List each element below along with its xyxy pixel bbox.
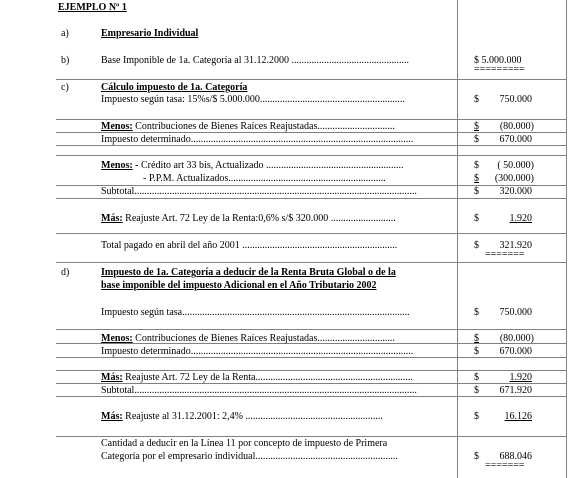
row-divider: [56, 370, 567, 371]
row-divider: [56, 329, 567, 330]
row-amount: $ 670.000: [474, 346, 532, 357]
double-underline: =========: [474, 64, 525, 75]
row-amount: $ (80.000): [474, 121, 534, 132]
section-letter-d: d): [61, 267, 70, 278]
row-label: Total pagado en abril del año 2001 ..............................................................: [101, 240, 398, 251]
row-divider: [56, 436, 567, 437]
row-label: Impuesto según tasa...........................................................................................: [101, 307, 410, 318]
row-divider: [56, 198, 567, 199]
row-label: Más: Reajuste Art. 72 Ley de la Renta:0,6% s/$ 320.000 ..........................: [101, 213, 396, 224]
row-amount: $ 320.000: [474, 186, 532, 197]
row-amount: $ (300.000): [474, 173, 534, 184]
document-title: EJEMPLO Nº 1: [58, 2, 127, 13]
row-divider: [56, 119, 567, 120]
row-divider: [56, 262, 567, 263]
row-label: - P.P.M. Actualizados...............................................................: [143, 173, 386, 184]
row-label: Subtotal.................................................................................................................: [101, 385, 417, 396]
row-label: Menos: Contribuciones de Bienes Raíces Reajustadas...............................: [101, 121, 395, 132]
section-letter-c: c): [61, 82, 69, 93]
row-label: Menos: Contribuciones de Bienes Raíces Reajustadas...............................: [101, 333, 395, 344]
section-d-heading-line2: base imponible del impuesto Adicional en el Año Tributario 2002: [101, 280, 377, 291]
row-label: Impuesto según tasa: 15%s/$ 5.000.000..........................................................: [101, 94, 405, 105]
right-border: [566, 0, 567, 478]
section-d-heading-line1: Impuesto de 1a. Categoría a deducir de la Renta Bruta Global o de la: [101, 267, 396, 278]
row-label: Menos: - Crédito art 33 bis, Actualizado .......................................................: [101, 160, 404, 171]
row-amount: $ 750.000: [474, 94, 532, 105]
row-amount: $ (80.000): [474, 333, 534, 344]
section-letter-b: b): [61, 55, 70, 66]
row-divider: [56, 79, 567, 80]
row-amount: $ ( 50.000): [474, 160, 534, 171]
row-label: Impuesto determinado.........................................................................................: [101, 134, 414, 145]
row-amount: $ 16.126: [474, 411, 532, 422]
base-imponible-amount: $ 5.000.000: [474, 55, 522, 66]
row-amount: $ 1.920: [474, 372, 532, 383]
row-amount: $ 688.046: [474, 451, 532, 462]
double-underline: =======: [485, 460, 525, 471]
row-divider: [56, 155, 567, 156]
section-c-heading: Cálculo impuesto de 1a. Categoría: [101, 82, 248, 93]
section-letter-a: a): [61, 28, 69, 39]
double-underline: =======: [485, 249, 525, 260]
row-label: Impuesto determinado.........................................................................................: [101, 346, 414, 357]
row-divider: [56, 233, 567, 234]
row-amount: $ 670.000: [474, 134, 532, 145]
row-label: Cantidad a deducir en la Línea 11 por concepto de impuesto de Primera: [101, 438, 388, 449]
row-amount: $ 750.000: [474, 307, 532, 318]
row-amount: $ 1.920: [474, 213, 532, 224]
row-label: Más: Reajuste Art. 72 Ley de la Renta...............................................................: [101, 372, 413, 383]
row-label: Más: Reajuste al 31.12.2001: 2,4% .......................................................: [101, 411, 383, 422]
row-amount: $ 321.920: [474, 240, 532, 251]
row-amount: $ 671.920: [474, 385, 532, 396]
row-label: Categoría por el empresario individual.........................................................: [101, 451, 398, 462]
row-label: Subtotal.................................................................................................................: [101, 186, 417, 197]
section-a-heading: Empresario Individual: [101, 28, 199, 39]
base-imponible-label: Base Imponible de 1a. Categoría al 31.12.2000 ...............................................: [101, 55, 410, 66]
column-divider: [457, 0, 458, 478]
